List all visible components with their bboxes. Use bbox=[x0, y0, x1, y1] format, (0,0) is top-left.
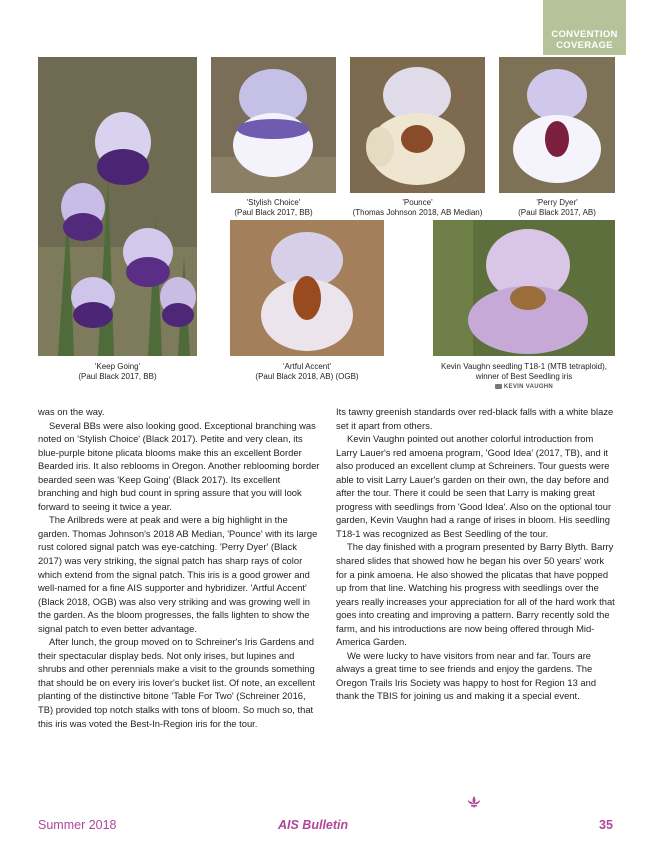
footer-season: Summer 2018 bbox=[38, 818, 117, 832]
photo-stylish-choice bbox=[211, 57, 336, 193]
caption-stylish-choice-line-2: (Paul Black 2017, BB) bbox=[234, 208, 313, 217]
paragraph: Kevin Vaughn pointed out another colorful introduction from Larry Lauer's red amoena program, 'Good Idea' (2017, TB), and it also produced an excellent clump at Schreiners. Tour guests were able to visit Larry Lauer's garden on their own, the day before and after the tour. There it could be seen that Larry is making great progress with seedlings from 'Good Idea'. Also on the optional tour garden, Kevin Vaughn had a range of irises in bloom. His seedling T18-1 was recognized as Best Seedling of the tour. bbox=[336, 433, 612, 539]
fleur-de-lis-icon bbox=[467, 796, 481, 808]
caption-vaughn-seedling-line-1: Kevin Vaughn seedling T18-1 (MTB tetraploid), bbox=[440, 362, 607, 371]
photo-perry-dyer bbox=[499, 57, 615, 193]
paragraph: We were lucky to have visitors from near and far. Tours are always a great time to see friends and enjoy the gardens. The Oregon Trails Iris Society was happy to host for Region 13 and thank the TBIS for joining us and making it a special event. bbox=[336, 649, 597, 702]
page-number: 35 bbox=[599, 818, 613, 832]
paragraph: The day finished with a program presented by Barry Blyth. Barry shared slides that showed how he began his over 50 years' work for a pink amoena. He also showed the plicatas that have popped up from that line. Watching his progress with seedlings over the years really increases your appreciation for all of the hard work that goes into creating and improving a pattern. Barry recently sold the farm, and his introductions are now being offered through Mid-America Garden. bbox=[336, 541, 615, 648]
article-column-right bbox=[336, 405, 616, 703]
caption-artful-accent bbox=[225, 362, 389, 382]
photo-keep-going bbox=[38, 57, 197, 356]
photo-vaughn-seedling bbox=[433, 220, 615, 356]
paragraph: The Arilbreds were at peak and were a big highlight in the garden. Thomas Johnson's 2018 AB Median, 'Pounce' with its large rust colored signal patch was eye-catching. 'Perry Dyer' (Black 2017) was very striking, the signal patch has sharp rays of color which extend from the signal patch. This iris is a good grower and well-named for a fine AIS supporter and hybridizer. 'Artful Accent' (Black 2018, OGB) was also very striking and was growing well in the garden. As the bloom progresses, the falls lighten to show the signal patch to even better advantage. bbox=[38, 514, 318, 634]
caption-artful-accent-line-2: (Paul Black 2018, AB) (OGB) bbox=[255, 372, 359, 381]
caption-artful-accent-line-1: 'Artful Accent' bbox=[283, 362, 331, 371]
paragraph: After lunch, the group moved on to Schreiner's Iris Gardens and their spectacular display beds. Not only irises, but lupines and shrubs and other perennials make a visit to the grounds something that should be on every iris lover's bucket list. Of note, an excellent planting of the distinctive bitone 'Table For Two' (Schreiner 2016, TB) provided top notch stalks with tons of bloom. So much so, that this iris was voted the Best-In-Region iris for the tour. bbox=[38, 636, 315, 729]
photo-credit bbox=[425, 382, 623, 392]
photo-pounce bbox=[350, 57, 485, 193]
caption-perry-dyer bbox=[499, 198, 615, 218]
paragraph: Several BBs were also looking good. Exceptional branching was noted on 'Stylish Choice' (Black 2017). Petite and very clean, its blue-purple bitone plicata blooms make this an excellent Border Bearded iris. It also reblooms in Oregon. Another reblooming border bearded seen was 'Keep Going' (Black 2017). Its excellent branching and high bud count in spring assure that you will look forward to seeing it twice a year. bbox=[38, 419, 320, 512]
caption-vaughn-seedling-line-2: winner of Best Seedling iris bbox=[475, 372, 573, 381]
footer-publication: AIS Bulletin bbox=[278, 818, 349, 832]
convention-coverage-badge bbox=[543, 0, 626, 55]
photo-artful-accent bbox=[230, 220, 384, 356]
caption-perry-dyer-line-1: 'Perry Dyer' bbox=[536, 198, 578, 207]
caption-stylish-choice-line-1: 'Stylish Choice' bbox=[246, 198, 301, 207]
caption-keep-going bbox=[38, 362, 197, 382]
caption-pounce-line-1: 'Pounce' bbox=[402, 198, 433, 207]
photo-credit-name: KEVIN VAUGHN bbox=[503, 384, 554, 390]
caption-stylish-choice bbox=[211, 198, 336, 218]
badge-line-2: COVERAGE bbox=[556, 40, 613, 51]
camera-icon bbox=[495, 384, 502, 389]
caption-perry-dyer-line-2: (Paul Black 2017, AB) bbox=[518, 208, 596, 217]
caption-vaughn-seedling bbox=[425, 362, 623, 392]
article-column-left bbox=[38, 405, 320, 730]
caption-keep-going-line-1: 'Keep Going' bbox=[94, 362, 141, 371]
badge-line-1: CONVENTION bbox=[551, 29, 618, 40]
caption-keep-going-line-2: (Paul Black 2017, BB) bbox=[78, 372, 157, 381]
caption-pounce-line-2: (Thomas Johnson 2018, AB Median) bbox=[352, 208, 483, 217]
paragraph: was on the way. bbox=[38, 406, 105, 417]
caption-pounce bbox=[340, 198, 495, 218]
paragraph: Its tawny greenish standards over red-black falls with a white blaze set it apart from others. bbox=[336, 406, 614, 431]
